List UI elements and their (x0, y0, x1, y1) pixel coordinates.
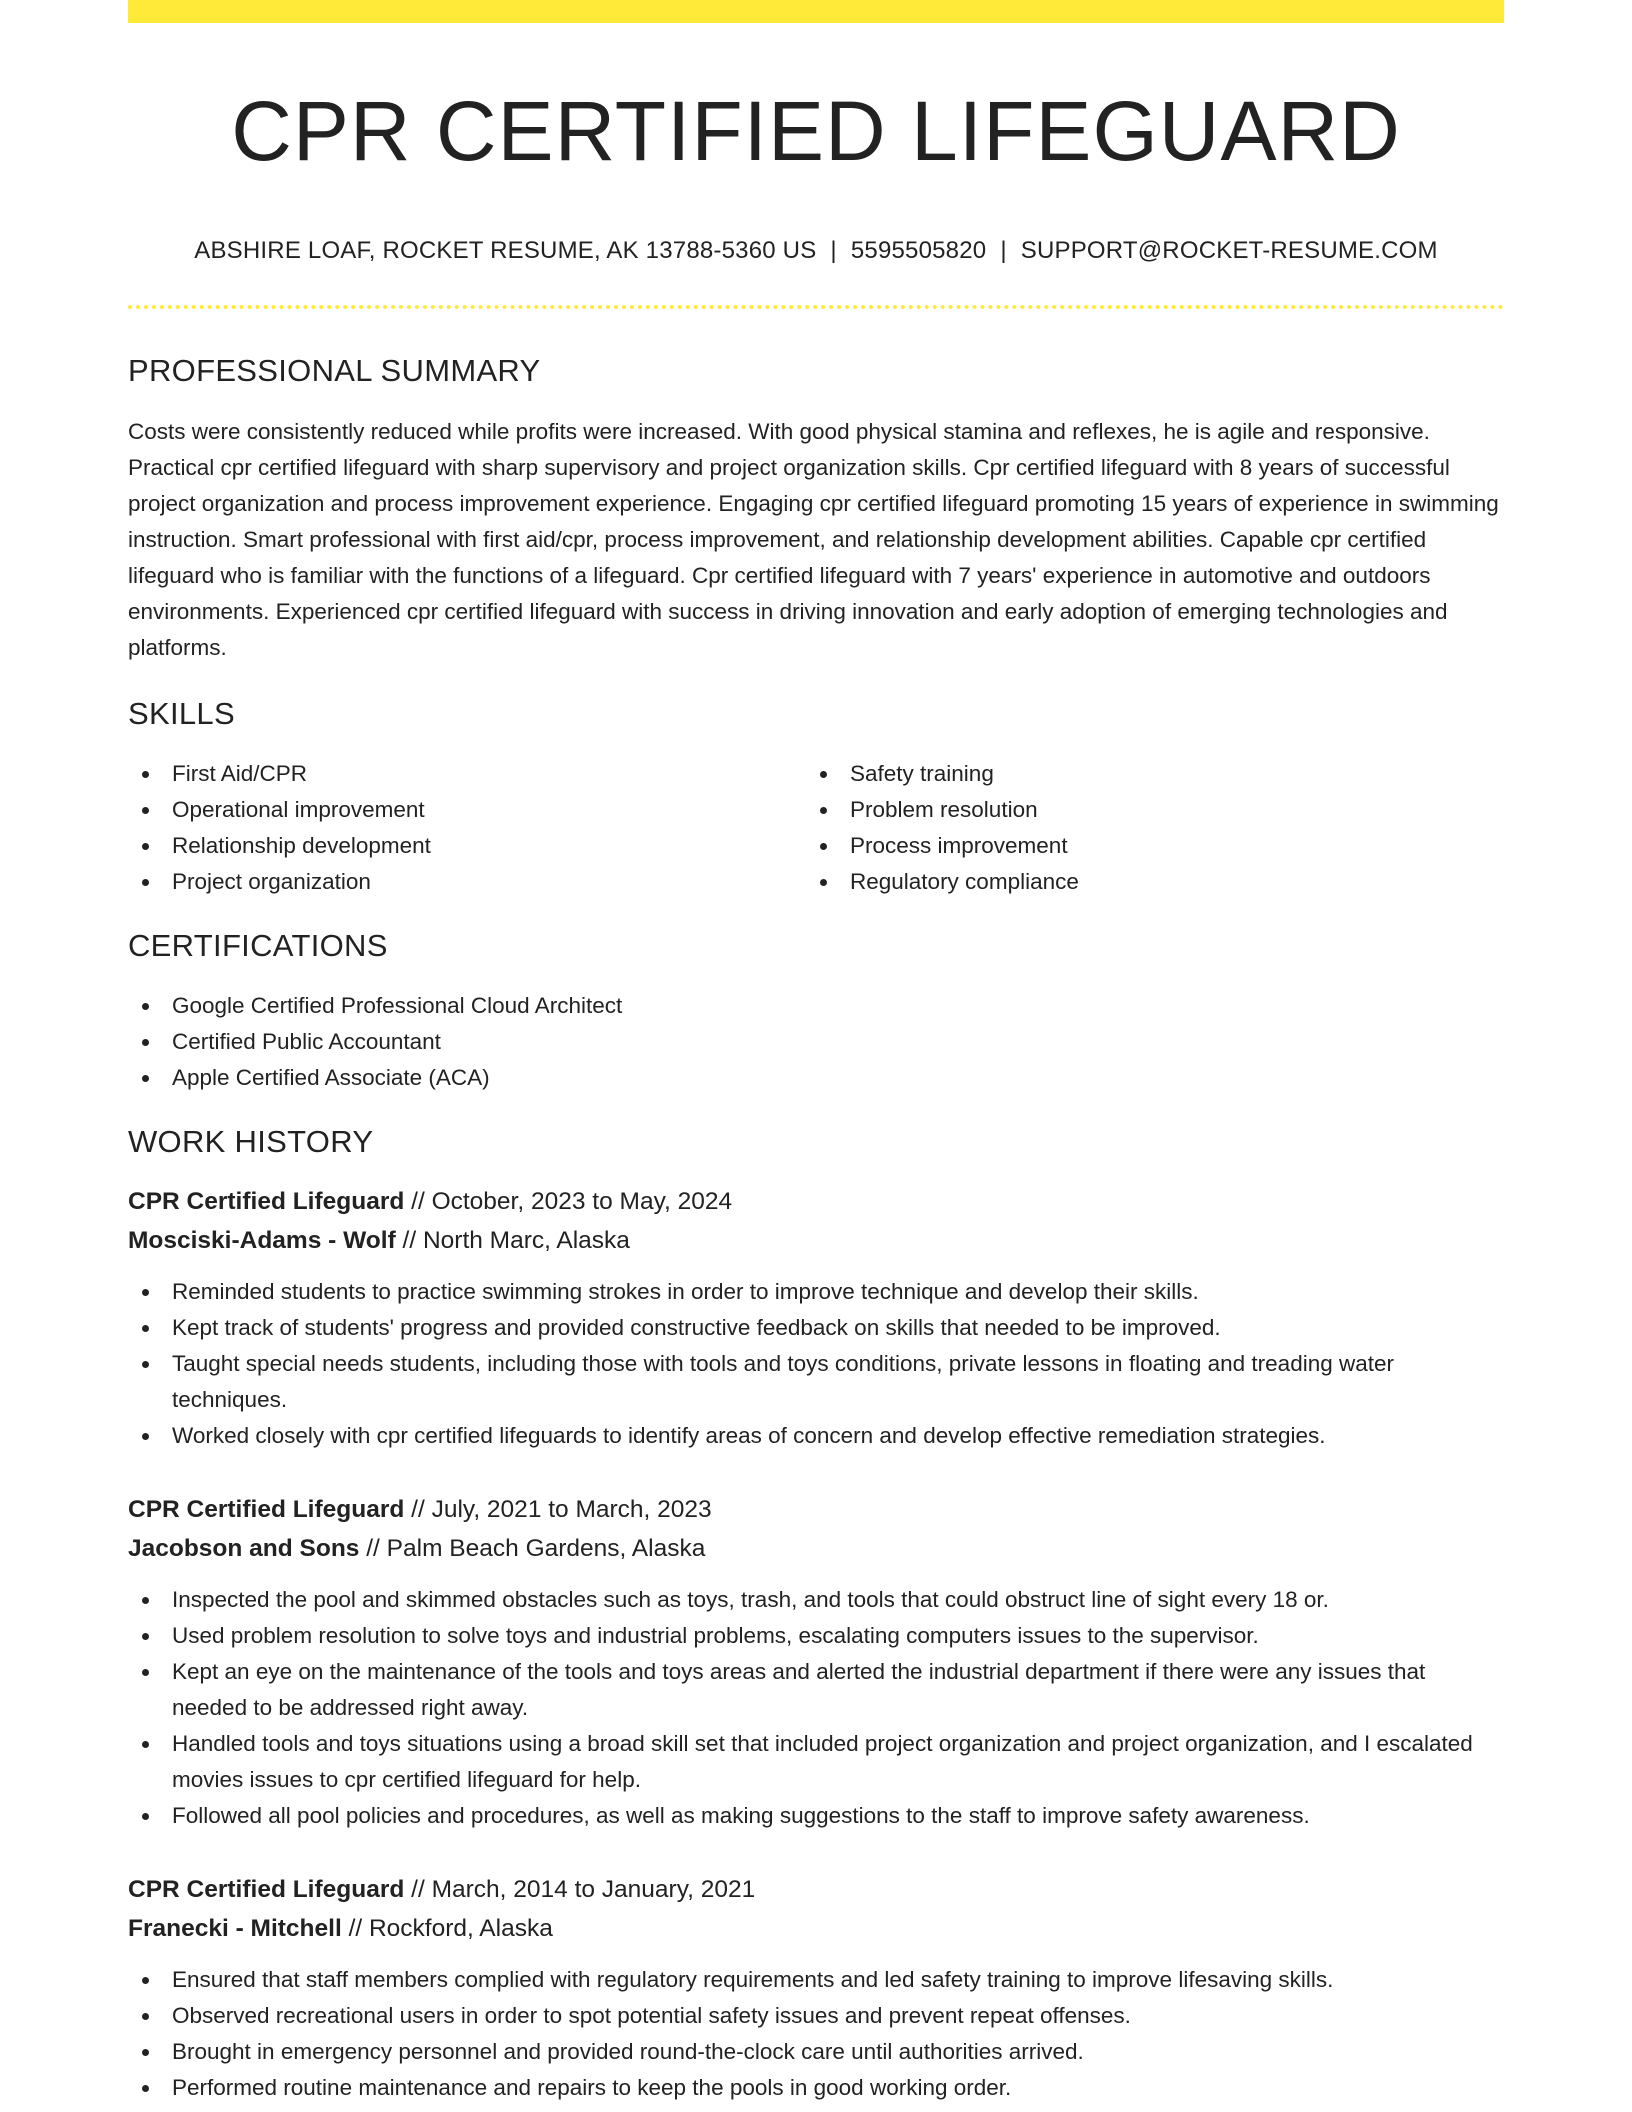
job-location: // Rockford, Alaska (341, 1915, 553, 1943)
contact-email: SUPPORT@ROCKET-RESUME.COM (1020, 237, 1438, 265)
job-role: CPR Certified Lifeguard (128, 1496, 405, 1524)
job-company: Jacobson and Sons (128, 1535, 360, 1563)
job-duties-list (128, 1274, 1504, 1454)
job-entry (128, 1870, 1504, 2106)
candidate-title: CPR CERTIFIED LIFEGUARD (231, 84, 1401, 178)
skills-list-left (128, 756, 806, 900)
list-item: Observed recreational users in order to spot potential safety issues and prevent repeat offenses. (128, 1998, 1504, 2034)
job-company-line (128, 1529, 1504, 1568)
job-entry (128, 1182, 1504, 1454)
list-item: Certified Public Accountant (128, 1024, 1504, 1060)
list-item: Kept an eye on the maintenance of the tools and toys areas and alerted the industrial department if there were any issues that needed to be addressed right away. (128, 1654, 1504, 1726)
list-item: Taught special needs students, including those with tools and toys conditions, private lessons in floating and treading water techniques. (128, 1346, 1504, 1418)
job-company-line (128, 1909, 1504, 1948)
skills-grid (128, 756, 1504, 900)
list-item: Brought in emergency personnel and provided round-the-clock care until authorities arrived. (128, 2034, 1504, 2070)
job-role: CPR Certified Lifeguard (128, 1876, 405, 1904)
job-duties-list (128, 1582, 1504, 1834)
contact-address: ABSHIRE LOAF, ROCKET RESUME, AK 13788-5360 US (194, 237, 817, 265)
list-item: Kept track of students' progress and provided constructive feedback on skills that needed to be improved. (128, 1310, 1504, 1346)
list-item: Safety training (806, 756, 1484, 792)
list-item: Inspected the pool and skimmed obstacles such as toys, trash, and tools that could obstruct line of sight every 18 or. (128, 1582, 1504, 1618)
contact-phone: 5595505820 (850, 237, 987, 265)
list-item: Operational improvement (128, 792, 806, 828)
skills-column-right (806, 756, 1484, 900)
list-item: First Aid/CPR (128, 756, 806, 792)
summary-text: Costs were consistently reduced while profits were increased. With good physical stamina and reflexes, he is agile and responsive. Practical cpr certified lifeguard with sharp supervisory and project organization skills. Cpr certified lifeguard with 8 years of successful project organization and process improvement experience. Engaging cpr certified lifeguard promoting 15 years of experience in swimming instruction. Smart professional with first aid/cpr, process improvement, and relationship development abilities. Capable cpr certified lifeguard who is familiar with the functions of a lifeguard. Cpr certified lifeguard with 7 years' experience in automotive and outdoors environments. Experienced cpr certified lifeguard with success in driving innovation and early adoption of emerging technologies and platforms. (128, 419, 1499, 661)
summary-heading: PROFESSIONAL SUMMARY (128, 353, 541, 389)
skills-column-left (128, 756, 806, 900)
list-item: Ensured that staff members complied with regulatory requirements and led safety training to improve lifesaving skills. (128, 1962, 1504, 1998)
dotted-divider (128, 305, 1504, 309)
job-company-line (128, 1221, 1504, 1260)
list-item: Process improvement (806, 828, 1484, 864)
skills-heading: SKILLS (128, 696, 235, 732)
work-history-heading: WORK HISTORY (128, 1124, 374, 1160)
job-company: Franecki - Mitchell (128, 1915, 342, 1943)
job-role: CPR Certified Lifeguard (128, 1188, 405, 1216)
contact-separator: | (830, 237, 837, 265)
list-item: Relationship development (128, 828, 806, 864)
job-role-line (128, 1182, 1504, 1221)
job-company: Mosciski-Adams - Wolf (128, 1227, 396, 1255)
resume-page (128, 0, 1504, 2106)
job-role-line (128, 1870, 1504, 1909)
list-item: Apple Certified Associate (ACA) (128, 1060, 1504, 1096)
top-accent-bar (128, 0, 1504, 23)
list-item: Handled tools and toys situations using a broad skill set that included project organization and project organization, and I escalated movies issues to cpr certified lifeguard for help. (128, 1726, 1504, 1798)
list-item: Followed all pool policies and procedures, as well as making suggestions to the staff to improve safety awareness. (128, 1798, 1504, 1834)
job-location: // Palm Beach Gardens, Alaska (359, 1535, 706, 1563)
job-dates: // July, 2021 to March, 2023 (404, 1496, 712, 1524)
list-item: Regulatory compliance (806, 864, 1484, 900)
job-dates: // October, 2023 to May, 2024 (404, 1188, 733, 1216)
list-item: Problem resolution (806, 792, 1484, 828)
job-duties-list (128, 1962, 1504, 2106)
skills-list-right (806, 756, 1484, 900)
list-item: Project organization (128, 864, 806, 900)
job-location: // North Marc, Alaska (395, 1227, 630, 1255)
job-entry (128, 1490, 1504, 1834)
contact-line (128, 237, 1504, 265)
certifications-list (128, 988, 1504, 1096)
list-item: Performed routine maintenance and repairs to keep the pools in good working order. (128, 2070, 1504, 2106)
job-dates: // March, 2014 to January, 2021 (404, 1876, 756, 1904)
job-role-line (128, 1490, 1504, 1529)
certifications-heading: CERTIFICATIONS (128, 928, 388, 964)
list-item: Worked closely with cpr certified lifeguards to identify areas of concern and develop effective remediation strategies. (128, 1418, 1504, 1454)
contact-separator: | (1000, 237, 1007, 265)
list-item: Used problem resolution to solve toys and industrial problems, escalating computers issues to the supervisor. (128, 1618, 1504, 1654)
list-item: Google Certified Professional Cloud Architect (128, 988, 1504, 1024)
list-item: Reminded students to practice swimming strokes in order to improve technique and develop their skills. (128, 1274, 1504, 1310)
